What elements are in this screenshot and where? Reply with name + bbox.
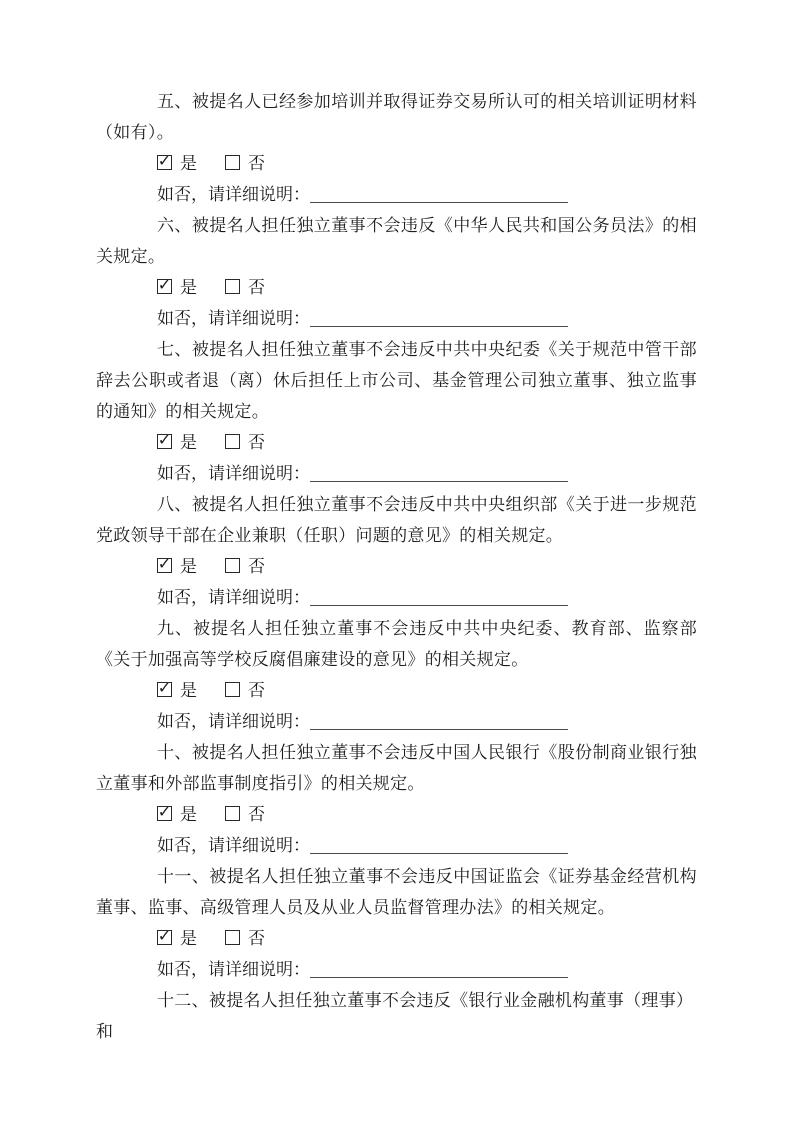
yes-label: 是 — [180, 154, 197, 173]
item-statement: 九、被提名人担任独立董事不会违反中共中央纪委、教育部、监察部《关于加强高等学校反腐倡廉建设的意见》的相关规定。 — [96, 619, 697, 669]
no-label: 否 — [248, 929, 265, 948]
yes-option[interactable] — [157, 675, 197, 706]
explanation-row — [96, 954, 697, 985]
yes-option[interactable] — [157, 148, 197, 179]
item-statement: 五、被提名人已经参加培训并取得证券交易所认可的相关培训证明材料（如有）。 — [96, 92, 697, 142]
yes-checkbox[interactable] — [157, 554, 172, 573]
yes-no-row — [96, 272, 697, 303]
explanation-prompt: 如否，请详细说明： — [157, 588, 310, 607]
no-checkbox[interactable] — [225, 930, 240, 945]
item-statement: 七、被提名人担任独立董事不会违反中共中央纪委《关于规范中管干部辞去公职或者退（离）休后担任上市公司、基金管理公司独立董事、独立监事的通知》的相关规定。 — [96, 340, 697, 421]
explanation-input-line[interactable] — [310, 591, 568, 606]
no-checkbox[interactable] — [225, 279, 240, 294]
explanation-input-line[interactable] — [310, 188, 568, 203]
explanation-row — [96, 458, 697, 489]
explanation-prompt: 如否，请详细说明： — [157, 836, 310, 855]
no-checkbox[interactable] — [225, 155, 240, 170]
no-checkbox[interactable] — [225, 682, 240, 697]
declaration-item-6 — [96, 210, 697, 334]
declaration-item-11 — [96, 861, 697, 985]
yes-option[interactable] — [157, 427, 197, 458]
declaration-item-7 — [96, 334, 697, 489]
explanation-row — [96, 706, 697, 737]
no-checkbox[interactable] — [225, 434, 240, 449]
no-label: 否 — [248, 278, 265, 297]
yes-label: 是 — [180, 557, 197, 576]
yes-label: 是 — [180, 929, 197, 948]
check-mark-icon: ✓ — [157, 802, 172, 821]
explanation-row — [96, 303, 697, 334]
yes-no-row — [96, 427, 697, 458]
yes-option[interactable] — [157, 923, 197, 954]
no-label: 否 — [248, 805, 265, 824]
no-option[interactable] — [225, 799, 265, 830]
check-mark-icon: ✓ — [157, 151, 172, 170]
check-mark-icon: ✓ — [157, 275, 172, 294]
yes-no-row — [96, 923, 697, 954]
check-mark-icon: ✓ — [157, 554, 172, 573]
no-option[interactable] — [225, 427, 265, 458]
item-statement: 十、被提名人担任独立董事不会违反中国人民银行《股份制商业银行独立董事和外部监事制度指引》的相关规定。 — [96, 743, 697, 793]
explanation-row — [96, 830, 697, 861]
declaration-item-5 — [96, 86, 697, 210]
no-option[interactable] — [225, 148, 265, 179]
yes-option[interactable] — [157, 799, 197, 830]
explanation-prompt: 如否，请详细说明： — [157, 712, 310, 731]
no-option[interactable] — [225, 272, 265, 303]
item-statement: 十一、被提名人担任独立董事不会违反中国证监会《证券基金经营机构董事、监事、高级管理人员及从业人员监督管理办法》的相关规定。 — [96, 867, 697, 917]
explanation-row — [96, 179, 697, 210]
explanation-input-line[interactable] — [310, 715, 568, 730]
yes-option[interactable] — [157, 551, 197, 582]
explanation-input-line[interactable] — [310, 467, 568, 482]
explanation-input-line[interactable] — [310, 839, 568, 854]
yes-no-row — [96, 148, 697, 179]
no-option[interactable] — [225, 675, 265, 706]
yes-checkbox[interactable] — [157, 802, 172, 821]
yes-checkbox[interactable] — [157, 678, 172, 697]
no-option[interactable] — [225, 923, 265, 954]
no-checkbox[interactable] — [225, 806, 240, 821]
item-statement: 十二、被提名人担任独立董事不会违反《银行业金融机构董事（理事）和 — [96, 991, 694, 1041]
check-mark-icon: ✓ — [157, 678, 172, 697]
yes-label: 是 — [180, 681, 197, 700]
yes-label: 是 — [180, 278, 197, 297]
explanation-input-line[interactable] — [310, 312, 568, 327]
yes-checkbox[interactable] — [157, 275, 172, 294]
yes-checkbox[interactable] — [157, 151, 172, 170]
declaration-item-12-truncated — [96, 985, 697, 1047]
declaration-item-9 — [96, 613, 697, 737]
explanation-prompt: 如否，请详细说明： — [157, 464, 310, 483]
item-statement: 八、被提名人担任独立董事不会违反中共中央组织部《关于进一步规范党政领导干部在企业兼职（任职）问题的意见》的相关规定。 — [96, 495, 697, 545]
explanation-prompt: 如否，请详细说明： — [157, 960, 310, 979]
explanation-prompt: 如否，请详细说明： — [157, 185, 310, 204]
yes-no-row — [96, 799, 697, 830]
no-checkbox[interactable] — [225, 558, 240, 573]
yes-label: 是 — [180, 805, 197, 824]
no-label: 否 — [248, 433, 265, 452]
no-option[interactable] — [225, 551, 265, 582]
no-label: 否 — [248, 681, 265, 700]
yes-no-row — [96, 551, 697, 582]
yes-checkbox[interactable] — [157, 430, 172, 449]
yes-label: 是 — [180, 433, 197, 452]
yes-checkbox[interactable] — [157, 926, 172, 945]
item-statement: 六、被提名人担任独立董事不会违反《中华人民共和国公务员法》的相关规定。 — [96, 216, 697, 266]
explanation-prompt: 如否，请详细说明： — [157, 309, 310, 328]
check-mark-icon: ✓ — [157, 430, 172, 449]
check-mark-icon: ✓ — [157, 926, 172, 945]
declaration-item-10 — [96, 737, 697, 861]
no-label: 否 — [248, 557, 265, 576]
no-label: 否 — [248, 154, 265, 173]
explanation-row — [96, 582, 697, 613]
yes-no-row — [96, 675, 697, 706]
declaration-item-8 — [96, 489, 697, 613]
yes-option[interactable] — [157, 272, 197, 303]
explanation-input-line[interactable] — [310, 963, 568, 978]
